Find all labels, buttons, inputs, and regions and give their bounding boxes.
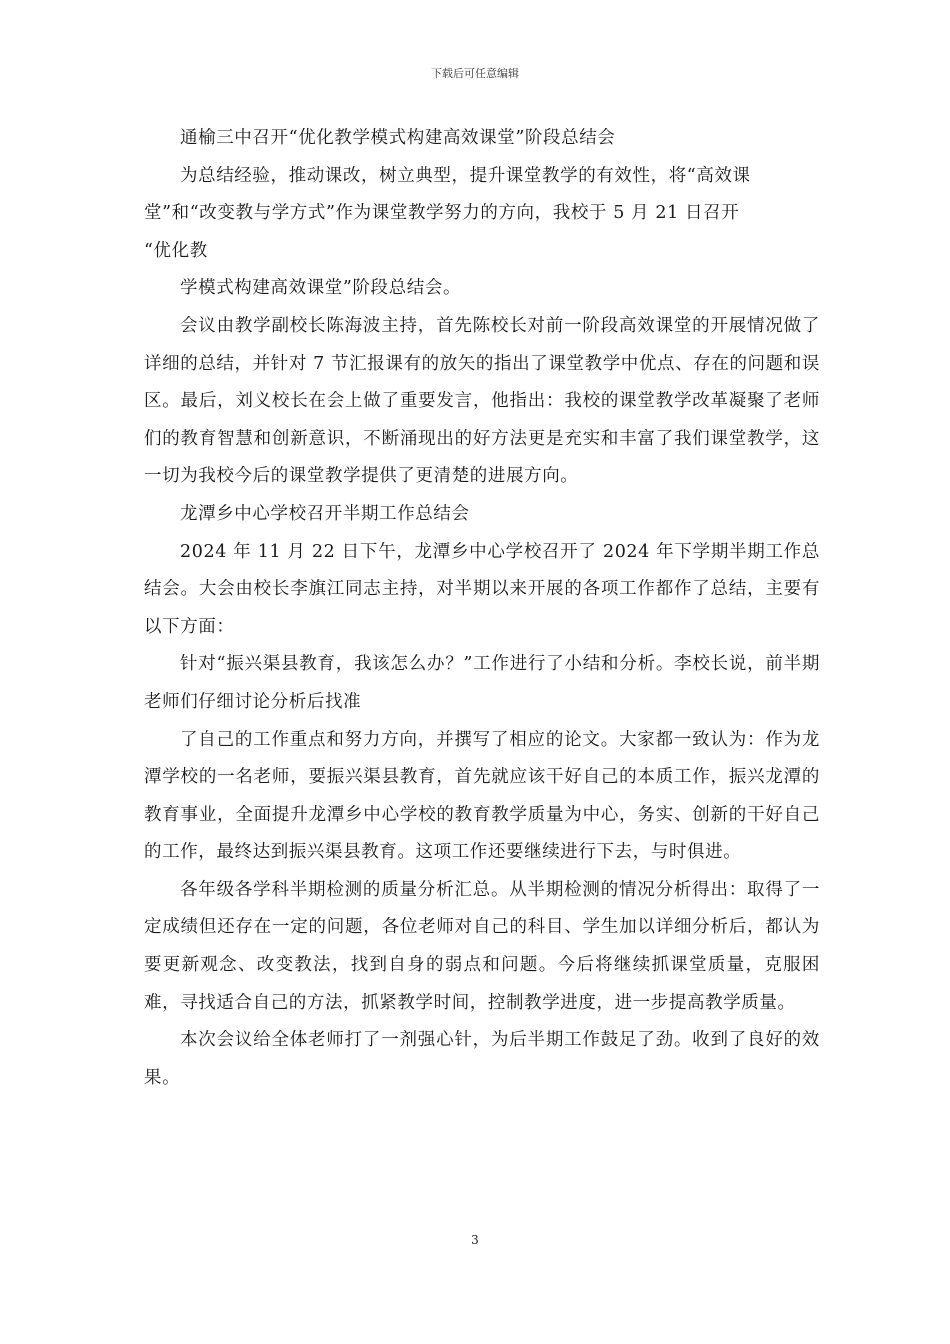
paragraph-line: 堂”和“改变教与学方式”作为课堂教学努力的方向，我校于 5 月 21 日召开 — [144, 203, 740, 224]
paragraph-line: 为总结经验，推动课改，树立典型，提升课堂教学的有效性，将“高效课 — [180, 165, 751, 186]
page-number: 3 — [471, 1233, 479, 1247]
paragraph: 2024 年 11 月 22 日下午，龙潭乡中心学校召开了 2024 年下学期半期工作总结会。大会由校长李旗江同志主持，对半期以来开展的各项工作都作了总结，主要有以下方面： — [144, 541, 820, 637]
article-title: 龙潭乡中心学校召开半期工作总结会 — [180, 503, 470, 524]
paragraph: 各年级各学科半期检测的质量分析汇总。从半期检测的情况分析得出：取得了一定成绩但还存在一定的问题，各位老师对自己的科目、学生加以详细分析后，都认为要更新观念、改变教法，找到自身的弱点和问题。今后将继续抓课堂质量，克服困难，寻找适合自己的方法，抓紧教学时间，控制教学进度，进一步提高教学质量。 — [144, 879, 820, 1013]
paragraph-line: “优化教 — [144, 240, 208, 261]
article-title: 通榆三中召开“优化教学模式构建高效课堂”阶段总结会 — [180, 128, 616, 148]
paragraph: 本次会议给全体老师打了一剂强心针，为后半期工作鼓足了劲。收到了良好的效果。 — [144, 1030, 820, 1088]
paragraph: 针对“振兴渠县教育，我该怎么办？”工作进行了小结和分析。李校长说，前半期老师们仔细讨论分析后找准 — [144, 654, 820, 712]
paragraph: 了自己的工作重点和努力方向，并撰写了相应的论文。大家都一致认为：作为龙潭学校的一名老师，要振兴渠县教育，首先就应该干好自己的本质工作，振兴龙潭的教育事业，全面提升龙潭乡中心学校的教育教学质量为中心，务实、创新的干好自己的工作，最终达到振兴渠县教育。这项工作还要继续进行下去，与时俱进。 — [144, 729, 820, 863]
paragraph: 会议由教学副校长陈海波主持，首先陈校长对前一阶段高效课堂的开展情况做了详细的总结，并针对 7 节汇报课有的放矢的指出了课堂教学中优点、存在的问题和误区。最后，刘义校长在会上做了重要发言，他指出：我校的课堂教学改革凝聚了老师们的教育智慧和创新意识，不断涌现出的好方法更是充实和丰富了我们课堂教学，这一切为我校今后的课堂教学提供了更清楚的进展方向。 — [144, 315, 820, 487]
page-header-note: 下载后可任意编辑 — [431, 67, 519, 80]
document-body — [144, 120, 820, 1097]
paragraph: 学模式构建高效课堂”阶段总结会。 — [180, 278, 462, 299]
